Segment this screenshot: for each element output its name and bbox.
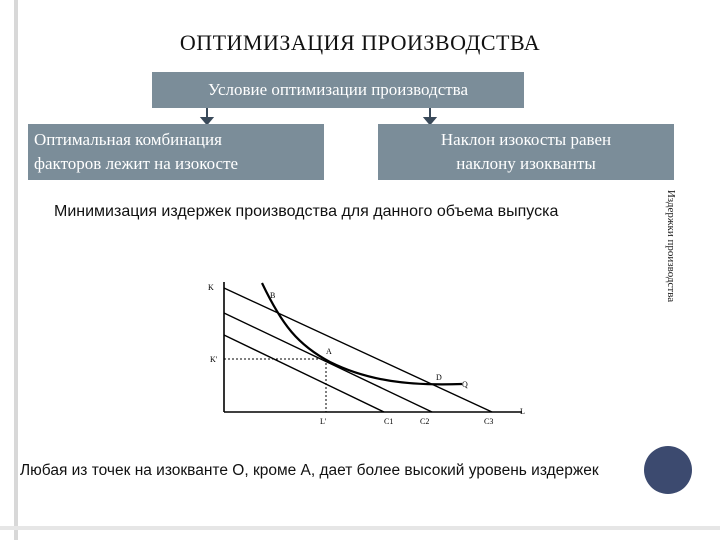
optimal-combination-line1: Оптимальная комбинация	[34, 130, 222, 149]
isocost-c1-label: C1	[384, 417, 394, 426]
l-star-label: L'	[320, 417, 327, 426]
slope-condition-line1: Наклон изокосты равен	[440, 130, 612, 149]
k-star-label: K'	[210, 355, 218, 364]
footer-note: Любая из точек на изокванте О, кроме А, дает более высокий уровень издержек	[20, 462, 599, 479]
isoquant-curve	[262, 283, 462, 384]
decorative-circle	[644, 446, 692, 494]
axis-k-label: K	[208, 283, 214, 292]
point-d-label: D	[436, 373, 442, 382]
point-b-label: B	[270, 291, 276, 300]
point-a-label: A	[326, 347, 332, 356]
axis-l-label: L	[520, 407, 525, 416]
isoquant-q-label: Q	[462, 380, 468, 389]
slide-title: ОПТИМИЗАЦИЯ ПРОИЗВОДСТВА	[179, 30, 541, 55]
diagram-subtitle: Минимизация издержек производства для данного объема выпуска	[54, 203, 559, 220]
slope-condition-line2: наклону изокванты	[456, 154, 596, 173]
vertical-caption: Издержки производства	[665, 189, 677, 303]
isocost-c2	[224, 313, 432, 412]
optimal-combination-line2: факторов лежит на изокосте	[34, 154, 239, 173]
isocost-c2-label: C2	[420, 417, 430, 426]
isocost-c3-label: C3	[484, 417, 494, 426]
isocost-c3	[224, 288, 492, 412]
condition-box: Условие оптимизации производства	[152, 72, 524, 108]
